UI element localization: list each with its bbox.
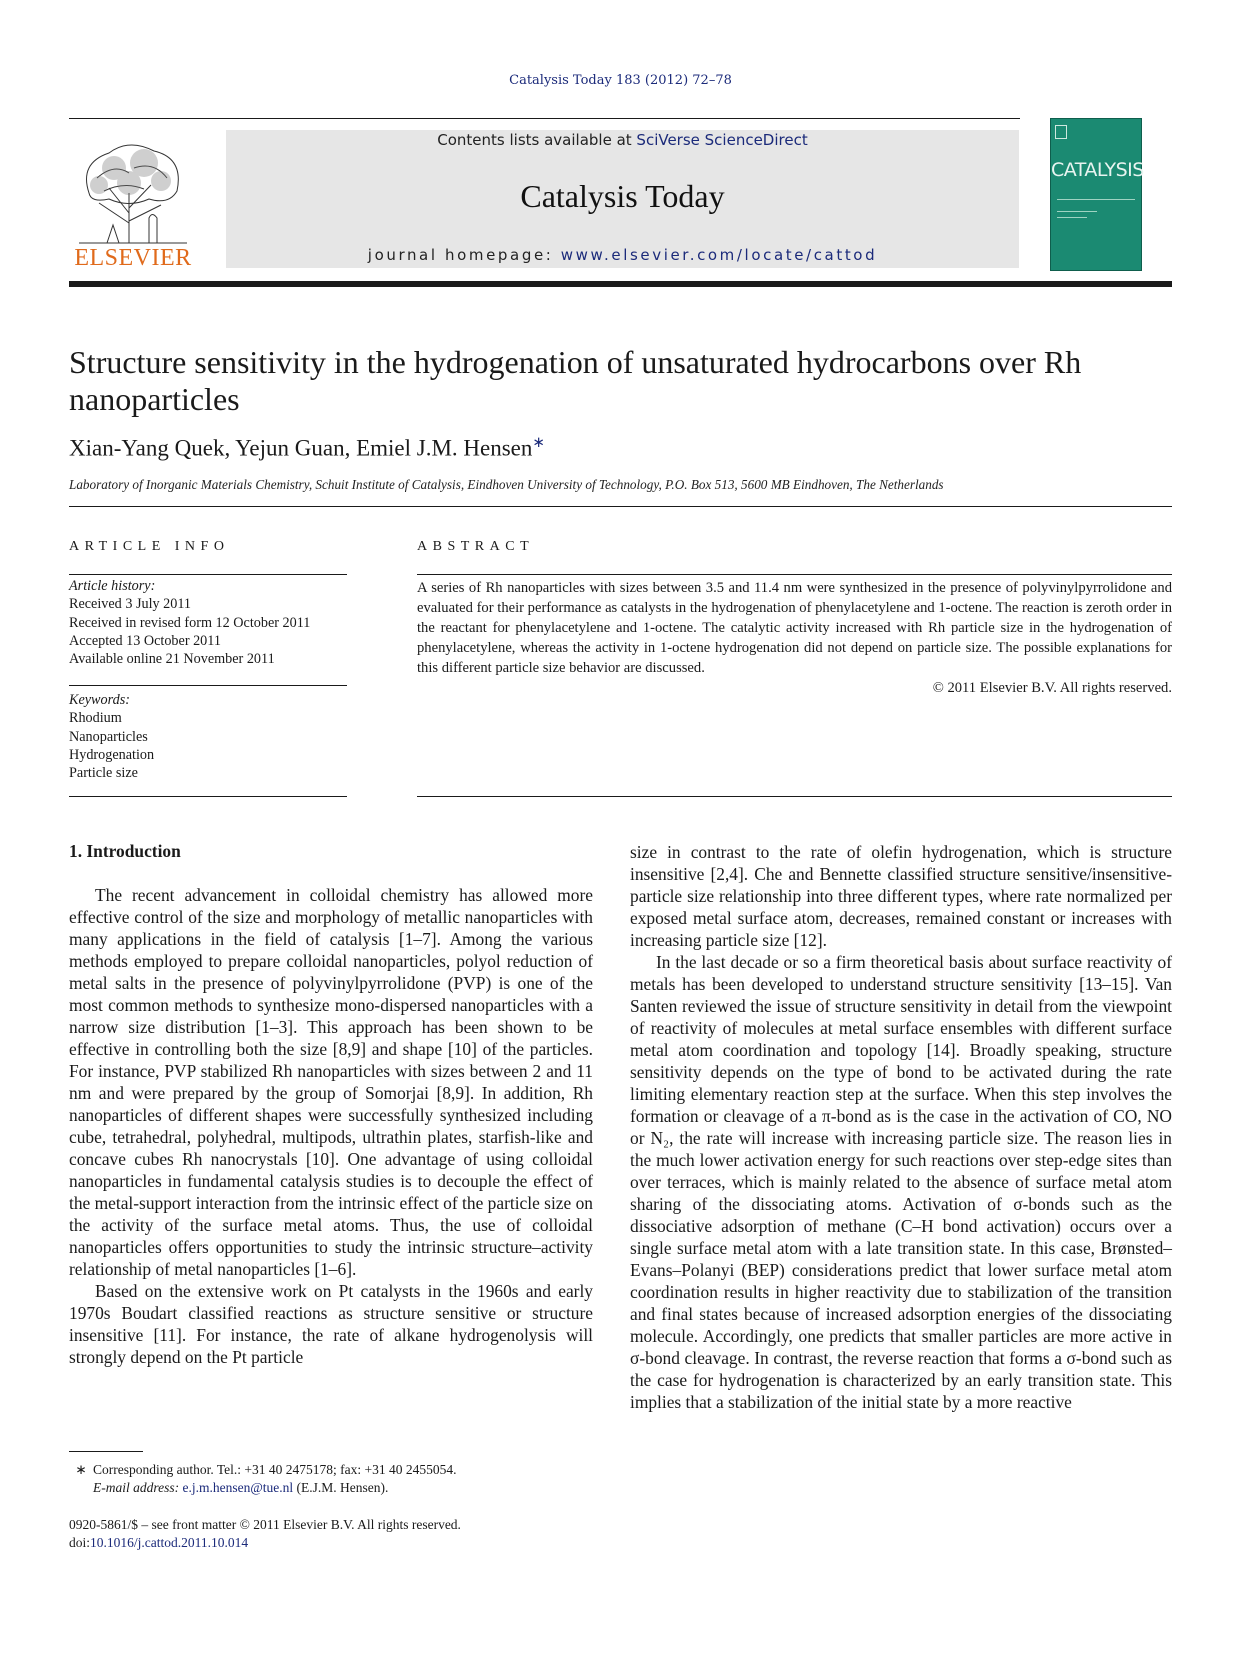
corresponding-author-mark[interactable]: ∗ <box>532 435 545 451</box>
keyword: Rhodium <box>69 710 122 727</box>
header-top-rule <box>69 118 1020 119</box>
contents-prefix: Contents lists available at <box>437 131 637 149</box>
article-title: Structure sensitivity in the hydrogenation of unsaturated hydrocarbons over Rh nanoparticles <box>69 344 1082 417</box>
abstract-copyright: © 2011 Elsevier B.V. All rights reserved. <box>932 680 1172 696</box>
email-link[interactable]: e.j.m.hensen@tue.nl <box>182 1480 294 1495</box>
article-info-heading: ARTICLE INFO <box>69 539 230 554</box>
article-info-bottom-rule <box>69 796 347 797</box>
cover-title: CATALYSIS <box>1051 159 1144 181</box>
contents-availability <box>226 131 1019 149</box>
history-item: Received in revised form 12 October 2011 <box>69 614 311 631</box>
doi-line <box>69 1534 629 1552</box>
footnote-mark: ∗ <box>75 1462 87 1477</box>
author-list <box>69 433 545 462</box>
body-column-right <box>630 841 1172 1413</box>
keywords-rule <box>69 685 347 686</box>
journal-banner <box>226 130 1019 268</box>
paragraph: size in contrast to the rate of olefin hydrogenation, which is structure insensitive [2,4]. Che and Bennette classified structure sensitive/insensitive-particle size relationship into three different types, where rate normalized per exposed metal surface atom, decreases, remained constant or increases with increasing particle size [12]. <box>630 842 1172 950</box>
cover-line <box>1057 211 1097 212</box>
corresponding-author-note <box>69 1461 593 1479</box>
paragraph: Based on the extensive work on Pt catalysts in the 1960s and early 1970s Boudart classified reactions as structure sensitive or structure insensitive [11]. For instance, the rate of alkane hydrogenolysis will strongly depend on the Pt particle <box>69 1281 593 1367</box>
header-thick-rule <box>69 281 1172 287</box>
email-note <box>69 1479 593 1497</box>
keyword: Nanoparticles <box>69 728 148 745</box>
keywords-label: Keywords: <box>69 692 130 708</box>
homepage-link[interactable]: www.elsevier.com/locate/cattod <box>560 246 878 264</box>
journal-cover-thumbnail[interactable] <box>1050 118 1142 271</box>
cover-line <box>1057 217 1087 218</box>
paragraph: The recent advancement in colloidal chemistry has allowed more effective control of the size and morphology of metallic nanoparticles with many applications in the field of catalysis [1–7]. Among the various methods employed to prepare colloidal nanoparticles, polyol reduction of metal salts in the presence of polyvinylpyrrolidone (PVP) is one of the most common methods to synthesize mono-dispersed nanoparticles with a narrow size distribution [1–3]. This approach has been shown to be effective in controlling both the size [8,9] and shape [10] of the particles. For instance, PVP stabilized Rh nanoparticles with sizes between 2 and 11 nm and were prepared by the group of Somorjai [8,9]. In addition, Rh nanoparticles of different shapes were successfully synthesized including cube, tetrahedral, polyhedral, multipods, ultrathin plates, starfish-like and concave cubes Rh nanocrystals [10]. One advantage of using colloidal nanoparticles in fundamental catalysis studies is to decouple the effect of the metal-support interaction from the intrinsic effect of the particle size on the activity of the surface metal atoms. Thus, the use of colloidal nanoparticles offers opportunities to study the intrinsic structure–activity relationship of metal nanoparticles [1–6]. <box>69 885 593 1279</box>
footnote-rule <box>69 1451 143 1452</box>
history-item: Available online 21 November 2011 <box>69 651 275 668</box>
doi-link[interactable]: 10.1016/j.cattod.2011.10.014 <box>90 1535 249 1550</box>
body-column-left <box>69 884 593 1368</box>
elsevier-wordmark: ELSEVIER <box>74 245 192 271</box>
abstract-rule <box>417 574 1172 575</box>
front-matter <box>69 1516 629 1552</box>
affiliation-rule <box>69 506 1172 507</box>
abstract-bottom-rule <box>417 796 1172 797</box>
issn-line: 0920-5861/$ – see front matter © 2011 Elsevier B.V. All rights reserved. <box>69 1517 461 1532</box>
abstract-text: A series of Rh nanoparticles with sizes between 3.5 and 11.4 nm were synthesized in the presence of polyvinylpyrrolidone and evaluated for their performance as catalysts in the hydrogenation of phenylacetylene and 1-octene. The reaction is zeroth order in the reactant for phenylacetylene and 1-octene. The catalytic activity increased with Rh particle size in the hydrogenation of phenylacetylene, whereas the activity in 1-octene hydrogenation did not depend on particle size. The possible explanations for this different particle size behavior are discussed. <box>417 580 1172 676</box>
homepage-prefix: journal homepage: <box>367 246 561 264</box>
cover-line <box>1057 199 1135 200</box>
history-item: Received 3 July 2011 <box>69 596 192 613</box>
history-item: Accepted 13 October 2011 <box>69 632 221 649</box>
email-suffix: (E.J.M. Hensen). <box>293 1480 389 1495</box>
author-names: Xian-Yang Quek, Yejun Guan, Emiel J.M. Hensen <box>69 435 533 461</box>
journal-homepage <box>226 246 1019 264</box>
abstract-body <box>417 578 1172 698</box>
journal-title: Catalysis Today <box>520 178 725 214</box>
doi-prefix: doi: <box>69 1535 91 1550</box>
footnote <box>69 1461 593 1497</box>
introduction-heading: 1. Introduction <box>69 841 181 861</box>
keyword: Hydrogenation <box>69 746 155 763</box>
elsevier-logo <box>69 133 197 273</box>
cover-emblem-icon <box>1055 125 1067 139</box>
journal-reference[interactable]: Catalysis Today 183 (2012) 72–78 <box>509 73 732 88</box>
corresponding-author-text: Corresponding author. Tel.: +31 40 2475178; fax: +31 40 2455054. <box>93 1462 457 1477</box>
email-label: E-mail address: <box>93 1480 183 1495</box>
article-info-rule <box>69 574 347 575</box>
affiliation: Laboratory of Inorganic Materials Chemistry, Schuit Institute of Catalysis, Eindhoven University of Technology, P.O. Box 513, 5600 MB Eindhoven, The Netherlands <box>69 477 944 492</box>
sciencedirect-link[interactable]: SciVerse ScienceDirect <box>636 131 808 149</box>
paragraph: In the last decade or so a firm theoretical basis about surface reactivity of metals has been developed to understand structure sensitivity [13–15]. Van Santen reviewed the issue of structure sensitivity in detail from the viewpoint of reactivity of molecules at metal surface ensembles with different surface metal atom coordination and topology [14]. Broadly speaking, structure sensitivity depends on the type of bond to be activated during the rate limiting elementary reaction step at the surface. When this step involves the formation or cleavage of a π-bond as is the case in the activation of CO, NO or N₂, the rate will increase with increasing particle size. The reason lies in the much lower activation energy for such reactions over step-edge sites than over terraces, which is mainly related to the absence of surface metal atom sharing of the dissociating atoms. Activation of σ-bonds such as the dissociative adsorption of methane (C–H bond activation) occurs over a single surface metal atom with a late transition state. In this case, Brønsted–Evans–Polanyi (BEP) considerations predict that lower surface metal atom coordination results in higher reactivity due to stabilization of the transition and final states because of increased adsorption energies of the dissociating molecule. Accordingly, one predicts that smaller particles are more active in σ-bond cleavage. In contrast, the reverse reaction that forms a σ-bond such as the case for hydrogenation is characterized by an early transition state. This implies that a stabilization of the initial state by a more reactive <box>630 952 1172 1412</box>
keywords <box>69 691 349 782</box>
history-label: Article history: <box>69 578 156 594</box>
article-history <box>69 577 349 668</box>
keyword: Particle size <box>69 765 138 782</box>
abstract-heading: ABSTRACT <box>417 539 535 554</box>
